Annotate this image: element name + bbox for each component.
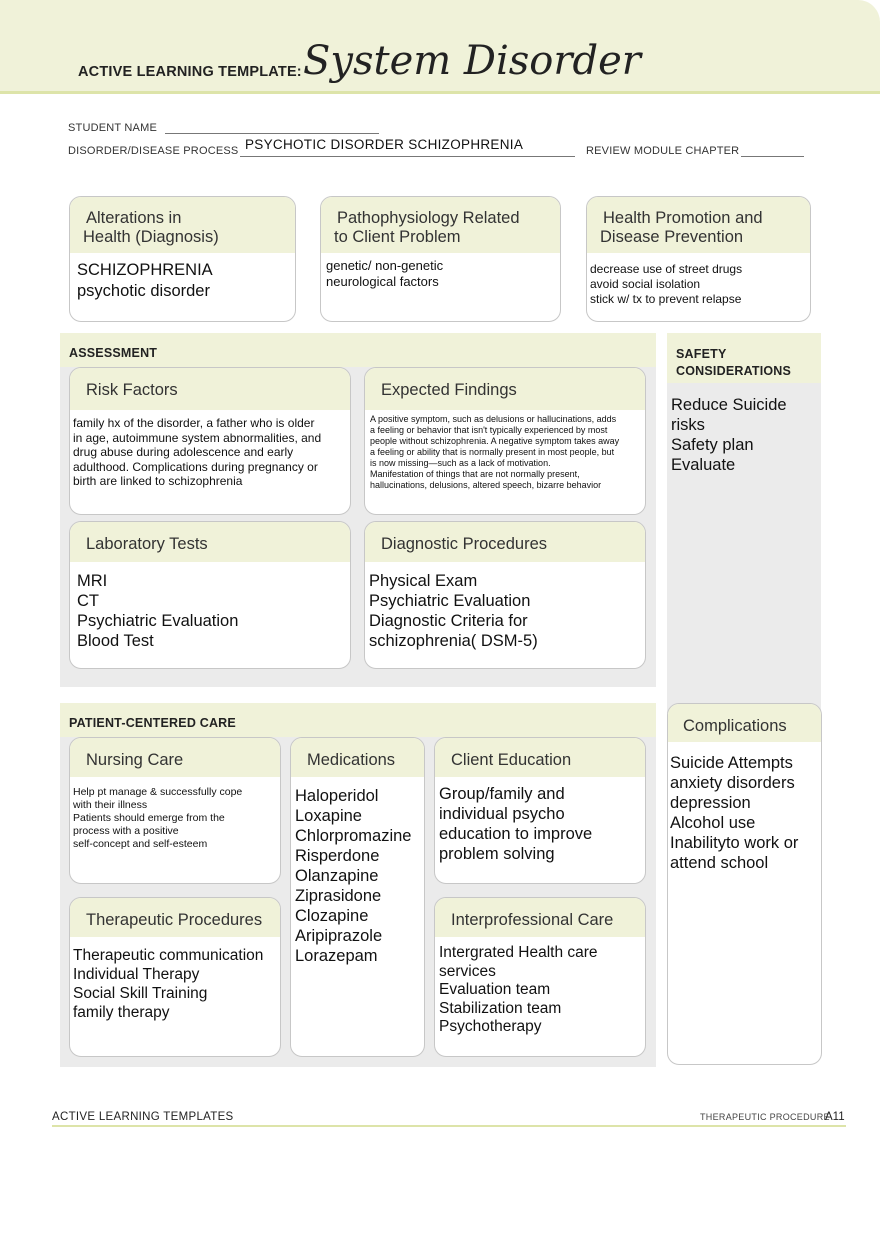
health-promotion-line: decrease use of street drugs [590,262,743,276]
nursing-care-card-header [70,738,280,777]
laboratory-tests-card [69,521,351,669]
complications-line: Inabilityto work or [670,834,799,852]
pathophysiology-line: neurological factors [326,274,439,289]
laboratory-tests-line: Psychiatric Evaluation [77,612,239,630]
health-promotion-title-line1: Health Promotion and [603,209,763,227]
footer-page-number: A11 [825,1111,845,1123]
health-promotion-card [586,196,811,322]
expected-findings-line: hallucinations, delusions, altered speech, bizarre behavior [370,480,602,490]
interprofessional-care-title: Interprofessional Care [451,911,614,929]
alterations-line: psychotic disorder [77,282,210,300]
interprofessional-care-line: services [439,962,496,980]
pathophysiology-card [320,196,561,322]
safety-line: risks [671,416,705,434]
laboratory-tests-line: MRI [77,572,108,590]
medications-content[interactable] [291,777,424,966]
interprofessional-care-line: Psychotherapy [439,1018,542,1035]
student-name-label: STUDENT NAME [68,122,157,134]
risk-factors-card-header [70,368,350,410]
risk-factors-line: family hx of the disorder, a father who is older [73,416,315,430]
medication-item: Haloperidol [295,787,379,805]
therapeutic-procedures-line: family therapy [73,1004,170,1021]
laboratory-tests-content[interactable] [70,562,350,651]
alterations-card-header [70,197,295,253]
expected-findings-line: is now missing—such as a lack of motivation. [370,458,551,468]
complications-title: Complications [683,717,787,735]
disorder-line [240,156,575,157]
client-education-title: Client Education [451,751,572,769]
nursing-care-title: Nursing Care [86,751,184,769]
health-promotion-card-header [587,197,810,253]
medication-item: Olanzapine [295,867,379,885]
expected-findings-card [364,367,646,515]
diagnostic-procedures-line: Diagnostic Criteria for [369,612,528,630]
complications-line: Alcohol use [670,814,756,832]
client-education-card-header [435,738,645,777]
nursing-care-line: with their illness [73,799,148,811]
nursing-care-line: Help pt manage & successfully cope [73,786,243,798]
expected-findings-line: Manifestation of things that are not normally present, [370,469,580,479]
safety-content[interactable] [671,395,787,475]
safety-section [667,333,821,713]
footer-right: THERAPEUTIC PROCEDURE [700,1112,830,1122]
laboratory-tests-line: Blood Test [77,632,154,650]
medication-item: Ziprasidone [295,887,382,905]
pathophysiology-line: genetic/ non-genetic [326,258,444,273]
risk-factors-line: drug abuse during adolescence and early [73,445,294,459]
risk-factors-content[interactable] [70,410,350,489]
medication-item: Loxapine [295,807,362,825]
complications-line: Suicide Attempts [670,754,793,772]
health-promotion-line: avoid social isolation [590,277,701,291]
pathophysiology-content[interactable] [321,253,560,290]
diagnostic-procedures-card-header [365,522,645,562]
page-title: System Disorder [303,38,641,84]
footer-divider [52,1125,846,1127]
safety-line: Safety plan [671,436,754,454]
client-education-line: problem solving [439,845,555,863]
nursing-care-card [69,737,281,884]
nursing-care-content[interactable] [70,777,280,851]
risk-factors-line: birth are linked to schizophrenia [73,474,243,488]
assessment-title: ASSESSMENT [69,346,158,360]
client-education-card [434,737,646,884]
nursing-care-line: process with a positive [73,825,179,837]
alterations-line: SCHIZOPHRENIA [77,261,213,279]
safety-line: Reduce Suicide [671,396,787,414]
therapeutic-procedures-title: Therapeutic Procedures [86,911,263,929]
expected-findings-line: a feeling or behavior that isn't typically experienced by most [370,425,608,435]
health-promotion-content[interactable] [587,253,810,307]
alterations-title-line2: Health (Diagnosis) [83,228,219,246]
diagnostic-procedures-line: Psychiatric Evaluation [369,592,531,610]
footer-left: ACTIVE LEARNING TEMPLATES [52,1111,234,1123]
risk-factors-card [69,367,351,515]
client-education-line: education to improve [439,825,593,843]
client-education-content[interactable] [435,777,645,864]
expected-findings-title: Expected Findings [381,381,517,399]
therapeutic-procedures-line: Individual Therapy [73,966,200,983]
diagnostic-procedures-line: Physical Exam [369,572,478,590]
review-chapter-line [741,156,804,157]
pathophysiology-card-header [321,197,560,253]
interprofessional-care-content[interactable] [435,937,645,1037]
medications-card [290,737,425,1057]
risk-factors-line: adulthood. Complications during pregnancy or [73,459,318,474]
template-label: ACTIVE LEARNING TEMPLATE: [78,64,302,80]
safety-title-line2: CONSIDERATIONS [676,364,792,378]
nursing-care-line: Patients should emerge from the [73,812,225,824]
pathophysiology-title-line2: to Client Problem [334,228,461,246]
client-education-line: Group/family and [439,785,565,803]
complications-card [667,703,822,1065]
expected-findings-line: a feeling or ability that is normally present in most people, but [370,447,615,457]
interprofessional-care-card [434,897,646,1057]
expected-findings-line: A positive symptom, such as delusions or hallucinations, adds [370,414,617,424]
laboratory-tests-title: Laboratory Tests [86,535,208,553]
alterations-card [69,196,296,322]
interprofessional-care-line: Stabilization team [439,999,562,1017]
safety-title [676,346,791,380]
disorder-field[interactable]: PSYCHOTIC DISORDER SCHIZOPHRENIA [245,137,524,152]
therapeutic-procedures-line: Therapeutic communication [73,947,264,964]
therapeutic-procedures-content[interactable] [70,937,280,1022]
header-divider [0,91,880,94]
alterations-content[interactable] [70,253,295,302]
health-promotion-line: stick w/ tx to prevent relapse [590,292,742,306]
diagnostic-procedures-line: schizophrenia( DSM-5) [369,632,538,650]
medication-item: Lorazepam [295,947,378,965]
risk-factors-line: in age, autoimmune system abnormalities, and [73,430,322,445]
medication-item: Clozapine [295,907,369,925]
nursing-care-line: self-concept and self-esteem [73,838,208,850]
medication-item: Risperdone [295,847,380,865]
complications-line: depression [670,794,751,812]
medication-item: Aripiprazole [295,927,383,945]
medications-card-header [291,738,424,777]
interprofessional-care-line: Evaluation team [439,981,551,998]
diagnostic-procedures-title: Diagnostic Procedures [381,535,547,553]
expected-findings-content[interactable] [365,410,645,491]
safety-title-line1: SAFETY [676,347,727,361]
laboratory-tests-card-header [70,522,350,562]
disorder-label: DISORDER/DISEASE PROCESS [68,145,239,157]
risk-factors-title: Risk Factors [86,381,178,399]
review-chapter-label: REVIEW MODULE CHAPTER [586,145,740,157]
medications-title: Medications [307,751,396,769]
expected-findings-line: people without schizophrenia. A negative symptom takes away [370,436,620,446]
interprofessional-care-card-header [435,898,645,937]
health-promotion-title-line2: Disease Prevention [600,228,744,246]
therapeutic-procedures-card [69,897,281,1057]
complications-line: anxiety disorders [670,774,795,792]
client-education-line: individual psycho [439,805,565,823]
diagnostic-procedures-content[interactable] [365,562,645,651]
expected-findings-card-header [365,368,645,410]
complications-card-header [668,704,821,742]
patient-care-title: PATIENT-CENTERED CARE [69,716,236,730]
student-name-line [165,133,379,134]
diagnostic-procedures-card [364,521,646,669]
medication-item: Chlorpromazine [295,827,412,845]
complications-content[interactable] [668,742,821,873]
complications-line: attend school [670,854,769,872]
laboratory-tests-line: CT [77,592,99,610]
alterations-title-line1: Alterations in [86,209,182,227]
interprofessional-care-line: Intergrated Health care [439,944,598,961]
therapeutic-procedures-line: Social Skill Training [73,985,208,1002]
pathophysiology-title-line1: Pathophysiology Related [337,209,520,227]
safety-line: Evaluate [671,456,736,474]
therapeutic-procedures-card-header [70,898,280,937]
